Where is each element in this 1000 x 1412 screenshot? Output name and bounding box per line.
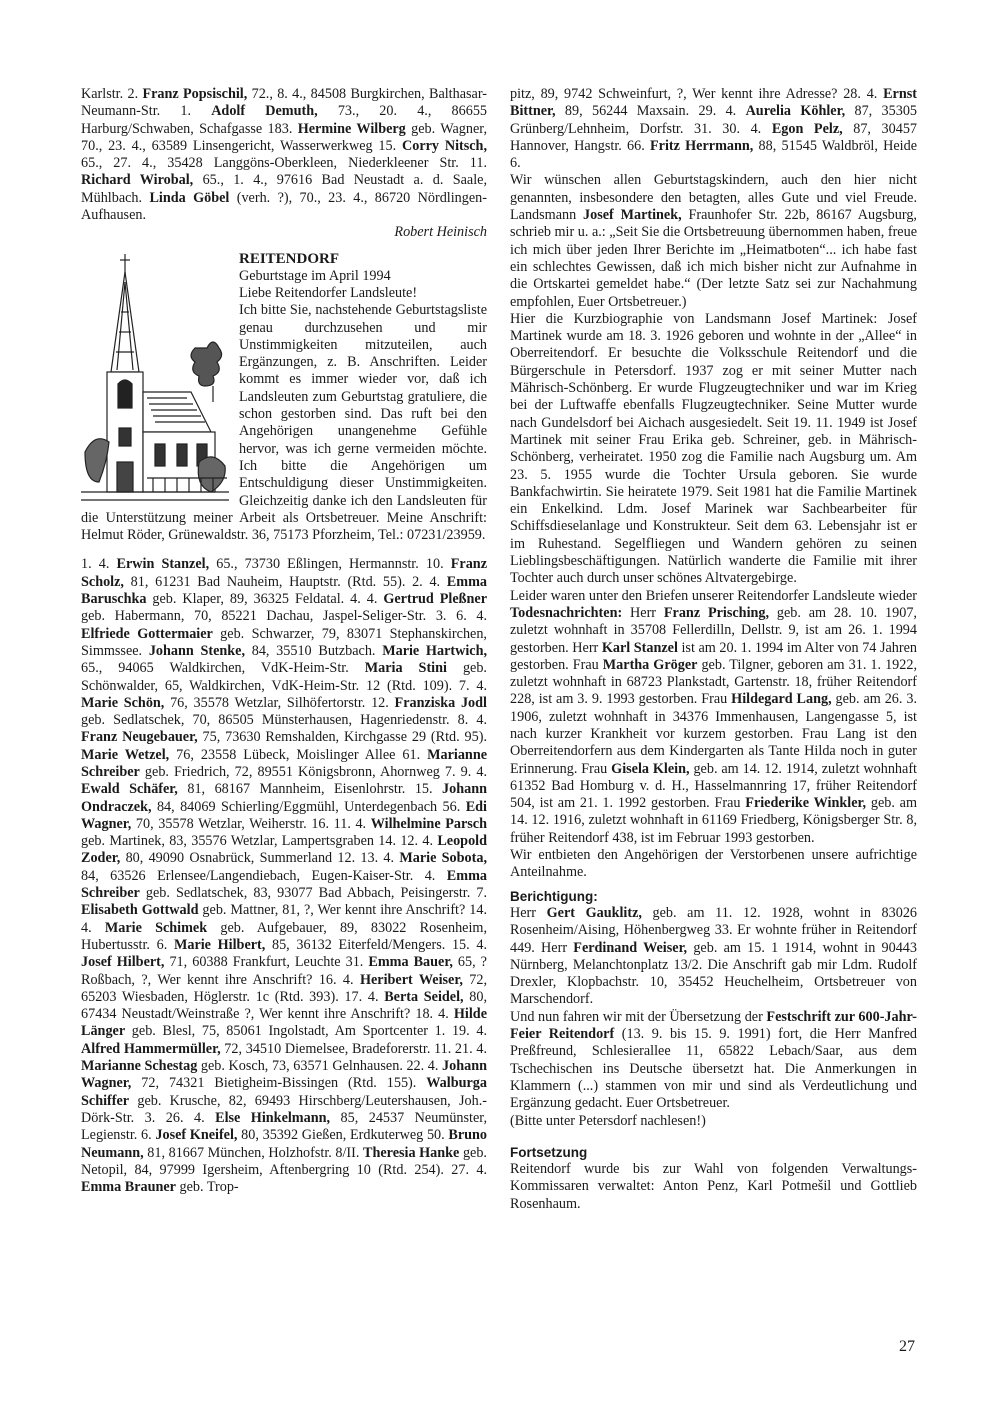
reitendorf-heading: REITENDORF [239, 250, 340, 267]
person-name: Wilhelmine Parsch [370, 815, 487, 832]
person-name: Martha Gröger [602, 656, 698, 673]
person-name: Gertrud Pleßner [383, 591, 488, 608]
person-name: Hilde Länger [81, 1006, 487, 1040]
festschrift-paragraph: Und nun fahren wir mit der Übersetzung der Festschrift zur 600-Jahr-Feier Reitendorf (13. 9. bis 15. 9. 1991) fort, die Herr Manfred Preßfreund, Schlesierallee 11, 65822 Lebach/Saar, aus dem Tschechischen ins Deutsche übersetzt hat. Die Anmerkungen in Klammern (...) stammen von mir und sind als Verdeutlichung und Ergänzung gedacht. Euer Ortsbetreuer. [510, 1008, 917, 1112]
death-notices: Leider waren unter den Briefen unserer Reitendorfer Landsleute wieder Todesnachrichten: Herr Franz Prisching, geb. am 28. 10. 1907, zuletzt wohnhaft in 35708 Fellerdilln, Dellstr. 9, ist am 26. 1. 1994 gestorben. Herr Karl Stanzel ist am 20. 1. 1994 im Alter von 74 Jahren gestorben. Frau Martha Gröger geb. Tilgner, geboren am 31. 1. 1922, zuletzt wohnhaft in 68723 Plankstadt, Gartenstr. 18, früher Reitendorf 228, ist am 3. 9. 1993 gestorben. Frau Hildegard Lang, geb. am 26. 3. 1906, zuletzt wohnhaft in 34376 Immenhausen, Langengasse 5, ist nach kurzer Krankheit vor kurzem gestorben. Frau Lang ist den Oberreitendorfern aus dem Kindergarten als Tante Hilda noch in guter Erinnerung. Frau Gisela Klein, geb. am 14. 12. 1914, zuletzt wohnhaft 61352 Bad Homburg v. d. H., Hasselmannring 17, früher Reitendorf 504, ist am 21. 1. 1992 gestorben. Frau Friederike Winkler, geb. am 14. 12. 1916, zuletzt wohnhaft in 61169 Friedberg, Königsberger Str. 8, früher Reitendorf 438, ist im Februar 1993 gestorben. [510, 587, 917, 846]
person-name: Josef Martinek, [583, 207, 682, 224]
person-name: Johann Stenke, [148, 642, 246, 659]
person-name: Walburga Schiffer [81, 1075, 487, 1109]
birthday-list-continued: pitz, 89, 9742 Schweinfurt, ?, Wer kennt ihre Adresse? 28. 4. Ernst Bittner, 89, 56244 Maxsain. 29. 4. Aurelia Köhler, 87, 35305 Grünberg/Lehnheim, Dorfstr. 31. 30. 4. Egon Pelz, 87, 30457 Hannover, Hangstr. 66. Fritz Herrmann, 88, 51545 Waldbröl, Heide 6. [510, 86, 918, 172]
berichtigung-heading: Berichtigung: [510, 888, 598, 904]
person-name: Richard Wirobal, [81, 172, 194, 189]
fortsetzung-heading: Fortsetzung [510, 1144, 588, 1160]
person-name: Marianne Schestag [81, 1058, 198, 1075]
person-name: Emma Baruschka [81, 573, 487, 608]
person-name: Gisela Klein, [611, 760, 690, 777]
person-name: Todesnachrichten: [510, 604, 623, 621]
person-name: Franz Prisching, [663, 604, 770, 621]
person-name: Karl Stanzel [601, 639, 678, 656]
person-name: Maria Stini [364, 660, 447, 677]
reitendorf-greeting: Liebe Reitendorfer Landsleute! [239, 284, 418, 301]
person-name: Marianne Schreiber [81, 746, 488, 780]
person-name: Franz Popsischil, [142, 86, 248, 102]
reitendorf-body: Ich bitte Sie, nachstehende Geburtstagsliste genau durchzusehen und mir Unstimmigkeiten mitzuteilen, auch Ergänzungen, z. B. Anschriften. Leider kommt es immer wieder vor, daß ich Landsleuten zum Geburtstag gratuliere, die schon gestorben sind. Das ruft bei den Angehörigen unangenehme Gefühle hervor, was ich gerne vermeiden möchte. Ich bitte die Angehörigen um Entschuldigung dieser Unstimmigkeiten. Gleichzeitig danke ich den Landsleuten für die Unterstützung meiner Arbeit als Ortsbetreuer. Meine Anschrift: Helmut Röder, Grünewaldstr. 36, 75173 Pforzheim, Tel.: 07231/23959. [81, 302, 487, 544]
reitendorf-subtitle: Geburtstage im April 1994 [239, 267, 391, 284]
person-name: Marie Schimek [104, 919, 208, 936]
person-name: Elisabeth Gottwald [81, 902, 199, 919]
person-name: Alfred Hammermüller, [81, 1040, 221, 1057]
intro-signature: Robert Heinisch [394, 224, 487, 241]
right-column [510, 86, 917, 1213]
person-name: Marie Sobota, [399, 850, 487, 867]
person-name: Emma Schreiber [81, 867, 487, 902]
person-name: Marie Wetzel, [81, 746, 170, 763]
person-name: Erwin Stanzel, [116, 556, 210, 573]
person-name: Hildegard Lang, [731, 691, 832, 708]
person-name: Friederike Winkler, [745, 795, 867, 812]
person-name: Marie Hilbert, [173, 936, 266, 953]
person-name: Ernst Bittner, [510, 86, 917, 120]
berichtigung-body: Herr Gert Gauklitz, geb. am 11. 12. 1928, wohnt in 83026 Rosenheim/Aising, Höhenbergweg 33. Er wohnte früher in Reitendorf 449. Herr Ferdinand Weiser, geb. am 15. 1 1914, wohnt in 90443 Nürnberg, Melanchtonplatz 13/2. Die Anschrift gab mir Ldm. Rudolf Drexler, Klopbachstr. 10, 35452 Heuchelheim, Ortsbetreuer von Marschendorf. [510, 904, 918, 1008]
martinek-biography: Hier die Kurzbiographie von Landsmann Josef Martinek: Josef Martinek wurde am 18. 3. 1926 geboren und wohnte in der „Allee“ in Oberreitendorf. Er besuchte die Volksschule Reitendorf und die Bürgerschule in Petersdorf. 1937 zog er mit seiner Mutter nach Mährisch-Schönberg. Er wurde Flugzeugtechniker und war im Krieg bei der Luftwaffe ebenfalls Flugzeugtechniker. Seine Mutter wurde nach Gundelsdorf bei Aichach ausgesiedelt. Seit 19. 11. 1949 ist Josef Martinek mit seiner Frau Erika geb. Schreiner, geb. in Mährisch-Schönberg, verheiratet. 1950 zog die Familie nach Augsburg um. Am 23. 5. 1955 wurde die Tochter Ursula geboren. Sie wurde Bankfachwirtin. Sie heiratete 1979. Seit 1981 hat die Familie Martinek ein Enkelkind. Ldm. Josef Marinek war Sachbearbeiter für Schiffsdieselanlage und Konstrukteur. Seit dem 63. Lebensjahr ist er im Ruhestand. Segelfliegen und Wandern gehören zu seinen Lieblingsbeschäftigungen. Natürlich wanderte die Familie mit ihrer Tochter auch durch unser schönes Altvatergebirge. [510, 310, 917, 587]
person-name: Franz Scholz, [81, 556, 487, 590]
left-column [81, 86, 487, 1196]
person-name: Ferdinand Weiser, [573, 939, 688, 956]
martinek-letter: Wir wünschen allen Geburtstagskindern, auch den hier nicht genannten, insbesondere den betagten, alles Gute und viel Freude. Landsmann Josef Martinek, Fraunhofer Str. 22b, 86167 Augsburg, schrieb mir u. a.: „Seit Sie die Ortsbetreuung übernommen haben, freue ich mich über jeden Ihrer Berichte im „Heimatboten“... ich habe fast ein schlechtes Gewissen, daß ich mich bisher nicht zur Aufnahme in die Ortskartei gemeldet habe.“ (Der letzte Satz sei zur Nachahmung empfohlen, Euer Ortsbetreuer.) [510, 172, 917, 310]
person-name: Ewald Schäfer, [81, 781, 178, 798]
person-name: Marie Hartwich, [382, 642, 488, 659]
person-name: Hermine Wilberg [297, 120, 406, 137]
person-name: Bruno Neumann, [81, 1127, 488, 1161]
person-name: Marie Schön, [81, 694, 165, 711]
person-name: Emma Bauer, [368, 954, 453, 971]
person-name: Johann Ondraczek, [81, 781, 487, 815]
person-name: Edi Wagner, [81, 798, 487, 832]
birthday-list: 1. 4. Erwin Stanzel, 65., 73730 Eßlingen, Hermannstr. 10. Franz Scholz, 81, 61231 Bad Nauheim, Hauptstr. (Rtd. 55). 2. 4. Emma Baruschka geb. Klaper, 89, 36325 Feldatal. 4. 4. Gertrud Pleßner geb. Habermann, 70, 85221 Dachau, Jaspel-Seliger-Str. 3. 6. 4. Elfriede Gottermaier geb. Schwarzer, 79, 83071 Stephanskirchen, Simmssee. Johann Stenke, 84, 35510 Butzbach. Marie Hartwich, 65., 94065 Waldkirchen, VdK-Heim-Str. Maria Stini geb. Schönwalder, 65, Waldkirchen, VdK-Heim-Str. 12 (Rtd. 109). 7. 4. Marie Schön, 76, 35578 Wetzlar, Silhöfertorstr. 12. Franziska Jodl geb. Sedlatschek, 70, 86505 Münsterhausen, Hagenriedenstr. 8. 4. Franz Neugebauer, 75, 73630 Remshalden, Kirchgasse 29 (Rtd. 95). Marie Wetzel, 76, 23558 Lübeck, Moislinger Allee 61. Marianne Schreiber geb. Friedrich, 72, 89551 Königsbronn, Ahornweg 7. 9. 4. Ewald Schäfer, 81, 68167 Mannheim, Eisenlohrstr. 15. Johann Ondraczek, 84, 84069 Schierling/Eggmühl, Unterdegenbach 56. Edi Wagner, 70, 35578 Wetzlar, Weiherstr. 16. 11. 4. Wilhelmine Parsch geb. Martinek, 83, 35576 Wetzlar, Lampertsgraben 14. 12. 4. Leopold Zoder, 80, 49090 Osnabrück, Summerland 12. 13. 4. Marie Sobota, 84, 63526 Erlensee/Langendiebach, Eugen-Kaiser-Str. 4. Emma Schreiber geb. Sedlatschek, 83, 93077 Bad Abbach, Peisingerstr. 7. Elisabeth Gottwald geb. Mattner, 81, ?, Wer kennt ihre Anschrift? 14. 4. Marie Schimek geb. Aufgebauer, 89, 83022 Rosenheim, Hubertusstr. 6. Marie Hilbert, 85, 36132 Eiterfeld/Mengers. 15. 4. Josef Hilbert, 71, 60388 Frankfurt, Leuchte 31. Emma Bauer, 65, ? Roßbach, ?, Wer kennt ihre Anschrift? 16. 4. Heribert Weiser, 72, 65203 Wiesbaden, Höglerstr. 1c (Rtd. 393). 17. 4. Berta Seidel, 80, 67434 Neustadt/Weinstraße ?, Wer kennt ihre Anschrift? 18. 4. Hilde Länger geb. Blesl, 75, 85061 Ingolstadt, Am Sportcenter 1. 19. 4. Alfred Hammermüller, 72, 34510 Diemelsee, Bradeforerstr. 11. 21. 4. Marianne Schestag geb. Kosch, 73, 63571 Gelnhausen. 22. 4. Johann Wagner, 72, 74321 Bietigheim-Bissingen (Rtd. 155). Walburga Schiffer geb. Krusche, 82, 69493 Hirschberg/Leutershausen, Joh.-Dörk-Str. 3. 26. 4. Else Hinkelmann, 85, 24537 Neumünster, Legienstr. 6. Josef Kneifel, 80, 35392 Gießen, Erdkuterweg 50. Bruno Neumann, 81, 81667 München, Holzhofstr. 8/II. Theresia Hanke geb. Netopil, 84, 97999 Igersheim, Aftenbergring 10 (Rtd. 254). 27. 4. Emma Brauner geb. Trop- [81, 556, 488, 1196]
person-name: Berta Seidel, [384, 988, 464, 1005]
reitendorf-section [81, 250, 487, 545]
person-name: Josef Kneifel, [155, 1127, 238, 1144]
person-name: Elfriede Gottermaier [81, 625, 213, 642]
person-name: Theresia Hanke [363, 1144, 460, 1161]
festschrift-note: (Bitte unter Petersdorf nachlesen!) [510, 1112, 706, 1129]
person-name: Franziska Jodl [394, 694, 487, 711]
person-name: Gert Gauklitz, [546, 904, 642, 921]
person-name: Egon Pelz, [771, 120, 843, 137]
condolences: Wir entbieten den Angehörigen der Verstorbenen unsere aufrichtige Anteilnahme. [510, 847, 917, 881]
person-name: Corry Nitsch, [401, 137, 487, 154]
person-name: Heribert Weiser, [359, 971, 463, 988]
page-number: 27 [899, 1338, 915, 1355]
intro-paragraph: Karlstr. 2. Franz Popsischil, 72., 8. 4., 84508 Burgkirchen, Balthasar-Neumann-Str. 1. Adolf Demuth, 73., 20. 4., 86655 Harburg/Schwaben, Schafgasse 183. Hermine Wilberg geb. Wagner, 70., 23. 4., 63589 Linsengericht, Wasserwerkweg 15. Corry Nitsch, 65., 27. 4., 35428 Langgöns-Oberkleen, Niederkleener Str. 11. Richard Wirobal, 65., 1. 4., 97616 Bad Neustadt a. d. Saale, Mühlbach. Linda Göbel (verh. ?), 70., 23. 4., 86720 Nördlingen-Aufhausen. [81, 86, 488, 224]
person-name: Linda Göbel [149, 189, 230, 206]
person-name: Johann Wagner, [81, 1058, 487, 1092]
person-name: Else Hinkelmann, [215, 1109, 331, 1126]
person-name: Franz Neugebauer, [81, 729, 198, 746]
person-name: Leopold Zoder, [81, 833, 487, 867]
person-name: Adolf Demuth, [211, 103, 318, 120]
fortsetzung-body: Reitendorf wurde bis zur Wahl von folgenden Verwaltungs-Kommissaren verwaltet: Anton Penz, Karl Potmešil und Gottlieb Rosenhaum. [510, 1161, 917, 1212]
person-name: Fritz Herrmann, [650, 137, 754, 154]
person-name: Josef Hilbert, [81, 954, 165, 971]
person-name: Festschrift zur 600-Jahr-Feier Reitendorf [510, 1008, 917, 1043]
person-name: Aurelia Köhler, [745, 103, 846, 120]
church-illustration [81, 252, 229, 504]
person-name: Emma Brauner [81, 1179, 176, 1196]
